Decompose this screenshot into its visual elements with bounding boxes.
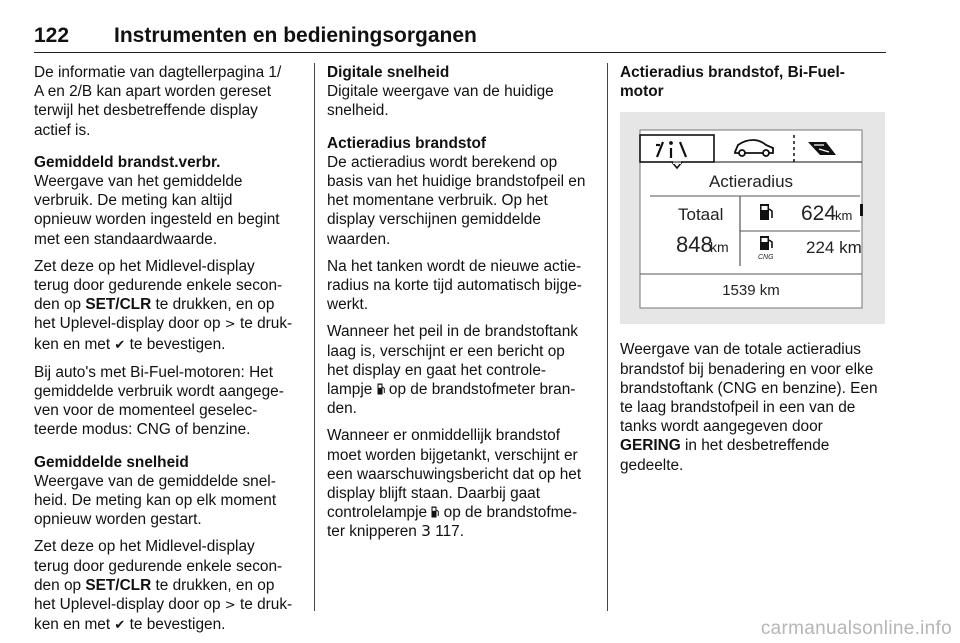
total-unit: km [710, 239, 729, 256]
paragraph: Zet deze op het Midlevel-display terug door gedurende enkele secon- den op SET/CLR te drukken, en op het Uplevel-display door op > te druk- ken en met ✔ te bevestigen. [34, 538, 293, 634]
display-title: Actieradius [708, 172, 794, 192]
checkmark-icon: ✔ [114, 337, 126, 353]
odometer-value: 1539 km [722, 282, 780, 300]
key-label: SET/CLR [85, 296, 152, 314]
paragraph: De actieradius wordt berekend op basis van het huidige brandstofpeil en het momentane verbruik. Op het display verschijnen gemiddelde waarden. [327, 153, 586, 248]
section-heading-avg-speed: Gemiddelde snelheid [34, 453, 189, 471]
paragraph: Wanneer het peil in de brandstoftank laag is, verschijnt er een bericht op het display en gaat het controle- lampje op de brandstofmeter bran- den. [327, 323, 578, 418]
total-value: 848 [676, 232, 713, 258]
scroll-indicator [860, 204, 863, 216]
running-title: Instrumenten en bedieningsorganen [114, 24, 477, 47]
section-heading-range: Actieradius brandstof [327, 134, 487, 152]
paragraph: Weergave van het gemiddelde verbruik. De meting kan altijd opnieuw worden ingesteld en begint met een standaardwaarde. [34, 173, 280, 248]
arrow-right-icon: > [224, 598, 236, 614]
bifuel-range-display-figure [620, 112, 885, 324]
instrument-display [620, 112, 885, 324]
total-label: Totaal [678, 205, 724, 225]
page-reference-icon: 3 [421, 522, 431, 541]
section-heading-bifuel-range: Actieradius brandstof, Bi-Fuel-motor [620, 64, 845, 101]
fuel-pump-icon [377, 383, 385, 395]
watermark: carmanualsonline.info [760, 618, 952, 639]
paragraph: Na het tanken wordt de nieuwe actie- radius na korte tijd automatisch bijge- werkt. [327, 257, 582, 314]
column-2 [327, 63, 595, 550]
paragraph: Zet deze op het Midlevel-display terug door gedurende enkele secon- den op SET/CLR te drukken, en op het Uplevel-display door op > te druk- ken en met ✔ te bevestigen. [34, 257, 293, 353]
paragraph: Digitale weergave van de huidige snelheid. [327, 83, 554, 120]
column-divider [314, 63, 315, 611]
section-heading-avg-consumption: Gemiddeld brandst.verbr. [34, 153, 221, 171]
paragraph: Wanneer er onmiddellijk brandstof moet worden bijgetankt, verschijnt er een waarschuwingsbericht dat op het display blijft staan. Daarbij gaat controlelampje op de brandstofme- ter knipperen 3 117. [327, 427, 582, 541]
intro-paragraph: De informatie van dagtellerpagina 1/ A en 2/B kan apart worden gereset terwijl het desbetreffende display actief is. [34, 64, 282, 139]
page-number: 122 [34, 24, 70, 47]
checkmark-icon: ✔ [114, 618, 126, 634]
section-heading-digital-speed: Digitale snelheid [327, 64, 450, 81]
tab-trip-computer [640, 135, 714, 162]
paragraph: Weergave van de totale actieradius brandstof bij benadering en voor elke brandstoftank (CNG en benzine). Een te laag brandstofpeil in een van de tanks wordt aangegeven door GERING in het desbetreffende gedeelte. [620, 341, 878, 474]
column-1 [34, 63, 302, 643]
paragraph: Weergave van de gemiddelde snel- heid. De meting kan op elk moment opnieuw worden gestart. [34, 472, 277, 529]
paragraph: Bij auto's met Bi-Fuel-motoren: Het gemiddelde verbruik wordt aangege- ven voor de momenteel geselec- teerde modus: CNG of benzine. [34, 363, 284, 439]
key-label: GERING [620, 437, 681, 455]
arrow-right-icon: > [224, 317, 236, 333]
page-header [34, 24, 886, 53]
column-divider [607, 63, 608, 611]
petrol-range-unit: km [835, 208, 853, 224]
column-3 [620, 63, 888, 483]
petrol-range-value: 624 [801, 202, 837, 226]
key-label: SET/CLR [85, 576, 152, 594]
cng-range-value: 224 km [806, 238, 862, 258]
cng-label: CNG [758, 254, 774, 262]
